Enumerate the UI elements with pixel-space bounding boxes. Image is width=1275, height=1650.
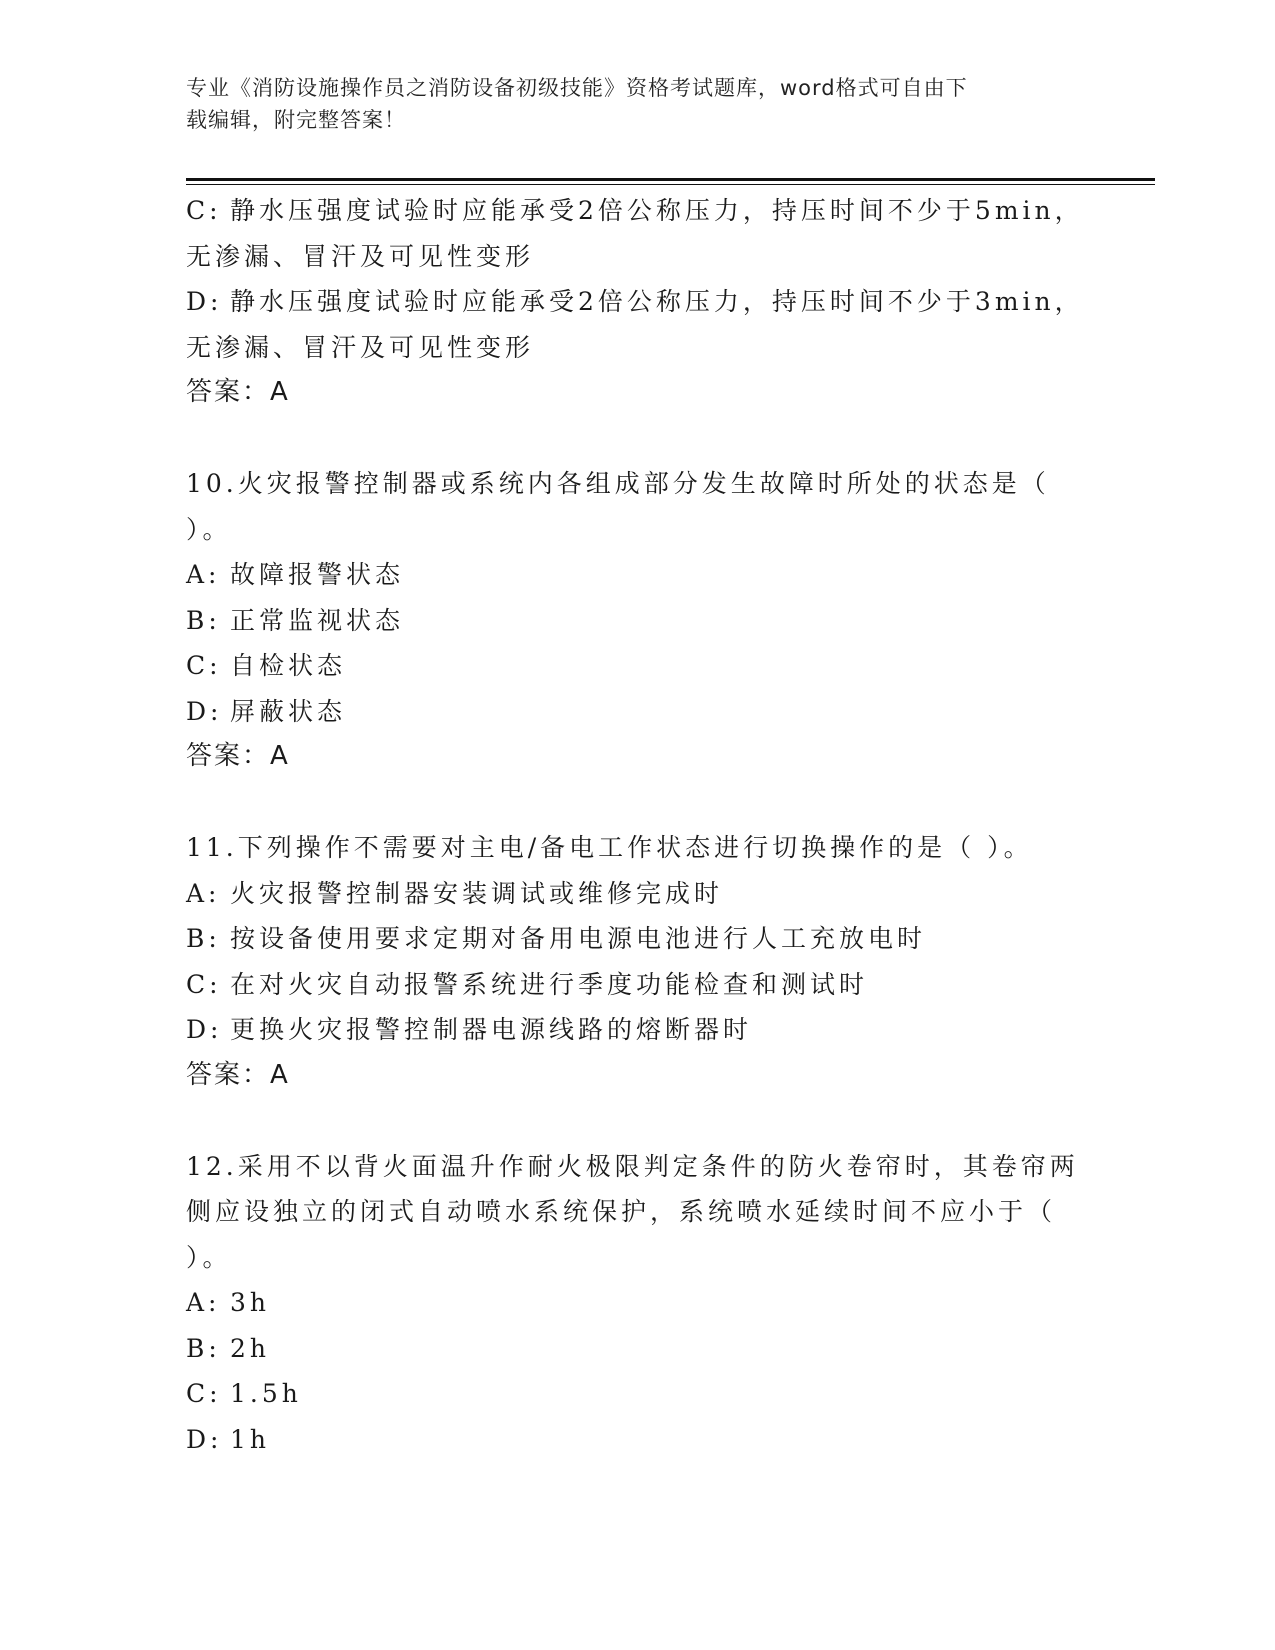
option-letter: B:: [186, 924, 221, 953]
option-letter: C:: [186, 196, 222, 225]
option-text: 2h: [230, 1333, 271, 1363]
q12-option-b: [186, 1326, 1076, 1372]
q10-option-c: [186, 643, 1076, 689]
q12-stem-line-3: ）。: [186, 1242, 232, 1272]
q10-stem-line-1: 10.火灾报警控制器或系统内各组成部分发生故障时所处的状态是（: [186, 469, 1050, 498]
option-text: 1.5h: [230, 1379, 302, 1408]
option-letter: C:: [186, 969, 222, 999]
q11-option-d: [186, 1007, 1076, 1053]
spacer: [186, 1098, 1076, 1144]
option-text: 静水压强度试验时应能承受2倍公称压力，持压时间不少于5min，: [230, 196, 1084, 225]
header-line-1: 专业《消防设施操作员之消防设备初级技能》资格考试题库，word格式可自由下: [186, 76, 968, 100]
header-divider-thick: [186, 178, 1155, 181]
option-letter: D:: [186, 696, 223, 726]
option-text: 故障报警状态: [230, 560, 405, 589]
q9-option-c-line-1: [186, 188, 1084, 234]
option-letter: C:: [186, 651, 222, 680]
q9-option-d-line-2: 无渗漏、冒汗及可见性变形: [186, 332, 535, 362]
q12-stem-line-2: 侧应设独立的闭式自动喷水系统保护，系统喷水延续时间不应小于（: [186, 1197, 1057, 1226]
document-header: [186, 72, 1076, 136]
option-letter: B:: [186, 605, 221, 635]
option-letter: D:: [186, 1015, 223, 1044]
option-text: 在对火灾自动报警系统进行季度功能检查和测试时: [230, 969, 869, 999]
q10-answer: 答案：A: [186, 741, 290, 771]
q10-option-a: [186, 552, 1076, 598]
q10-stem-line-2: ）。: [186, 514, 232, 544]
option-text: 屏蔽状态: [230, 696, 347, 726]
q10-option-b: [186, 598, 1076, 644]
option-text: 更换火灾报警控制器电源线路的熔断器时: [230, 1015, 753, 1044]
option-letter: B:: [186, 1333, 221, 1363]
header-divider-thin: [186, 184, 1155, 185]
spacer: [186, 780, 1076, 826]
option-letter: D:: [186, 287, 223, 316]
option-letter: A:: [186, 560, 221, 589]
q12-stem-line-1: 12.采用不以背火面温升作耐火极限判定条件的防火卷帘时，其卷帘两: [186, 1151, 1079, 1181]
q11-option-c: [186, 962, 1076, 1008]
option-text: 火灾报警控制器安装调试或维修完成时: [230, 878, 724, 908]
q9-option-c-line-2: 无渗漏、冒汗及可见性变形: [186, 241, 535, 271]
option-text: 1h: [230, 1424, 271, 1454]
question-content: [186, 188, 1084, 1462]
q11-stem-line-1: 11.下列操作不需要对主电/备电工作状态进行切换操作的是（ ）。: [186, 833, 1033, 862]
q9-option-d-line-1: [186, 279, 1084, 325]
q12-option-d: [186, 1417, 1076, 1463]
q9-answer: 答案：A: [186, 377, 290, 407]
option-text: 按设备使用要求定期对备用电源电池进行人工充放电时: [230, 924, 927, 953]
option-letter: C:: [186, 1379, 222, 1408]
q10-option-d: [186, 689, 1076, 735]
option-text: 3h: [230, 1288, 271, 1317]
q11-option-a: [186, 871, 1076, 917]
option-letter: A:: [186, 878, 221, 908]
q11-answer: 答案：A: [186, 1059, 290, 1090]
option-text: 自检状态: [230, 651, 347, 680]
option-letter: A:: [186, 1288, 221, 1317]
q12-option-c: [186, 1371, 1076, 1417]
option-text: 静水压强度试验时应能承受2倍公称压力，持压时间不少于3min，: [230, 287, 1084, 316]
header-line-2: 载编辑，附完整答案！: [186, 108, 406, 132]
option-letter: D:: [186, 1424, 223, 1454]
q12-option-a: [186, 1280, 1076, 1326]
q11-option-b: [186, 916, 1076, 962]
option-text: 正常监视状态: [230, 605, 405, 635]
spacer: [186, 416, 1076, 462]
